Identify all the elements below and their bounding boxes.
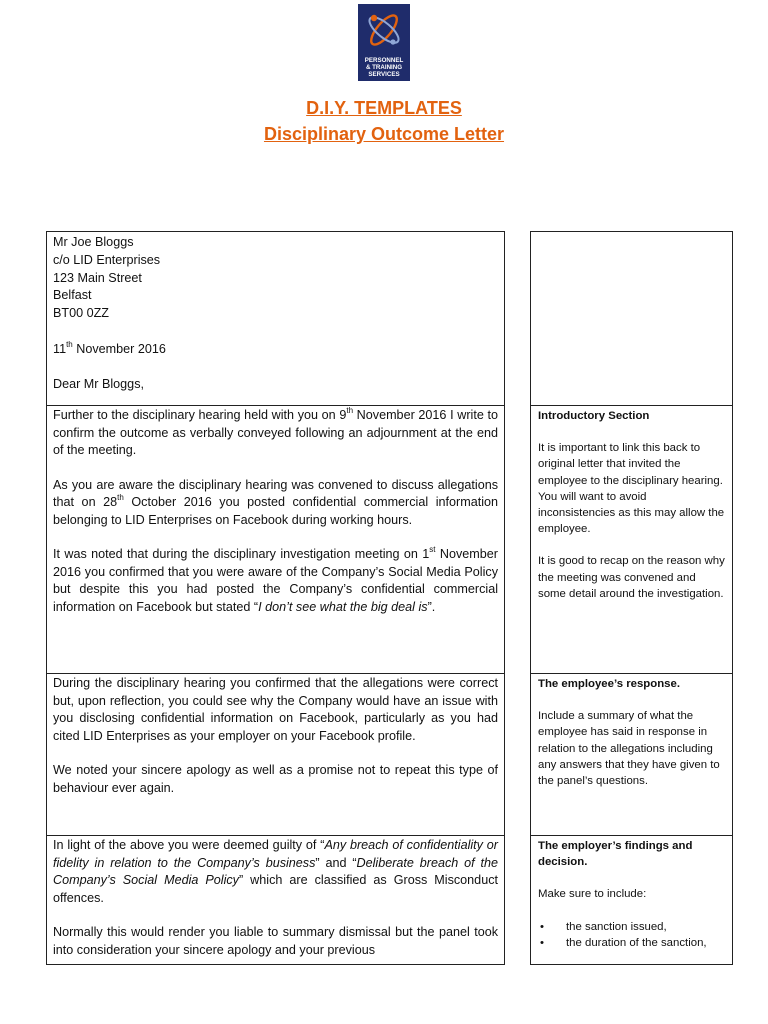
findings-paragraph-1: In light of the above you were deemed guilty of “Any breach of confidentiality or fidelity in relation to the Company’s business” and “Deliberate breach of the Company’s Social Media Policy” which are classified as Gross Misconduct offences. [53, 838, 498, 905]
intro-paragraph-3: It was noted that during the disciplinary investigation meeting on 1st November 2016 you confirmed that you were aware of the Company’s Social Media Policy but despite this you had posted the Company’s confidential commercial information on Facebook but stated “I don’t see what the big deal is”. [53, 544, 498, 614]
employee-response-section [46, 673, 505, 836]
recipient-address-line1: c/o LID Enterprises [53, 252, 161, 267]
list-item: • the sanction issued, [566, 919, 725, 935]
intro-paragraph-1: Further to the disciplinary hearing held with you on 9th November 2016 I write to confirm the outcome as verbally conveyed following an adjournment at the end of the meeting. [53, 405, 498, 457]
recipient-postcode: BT00 0ZZ [53, 306, 109, 321]
note-intro-paragraph-2: It is good to recap on the reason why the meeting was convened and some detail around the investigation. [538, 555, 725, 600]
note-findings-heading: The employer’s findings and decision. [538, 840, 693, 869]
salutation: Dear Mr Bloggs, [53, 377, 144, 392]
note-employee-response [530, 673, 733, 836]
company-logo [358, 4, 410, 81]
recipient-city: Belfast [53, 288, 92, 303]
response-paragraph-1: During the disciplinary hearing you confirmed that the allegations were correct but, upon reflection, you could see why the Company would have an issue with you disclosing confidential information on Facebook, particularly as you had cited LID Enterprises as your employer on your Facebook profile. [53, 676, 498, 743]
note-introductory [530, 405, 733, 674]
letter-date: 11th November 2016 [53, 339, 166, 356]
page-title: D.I.Y. TEMPLATES [306, 98, 462, 118]
note-findings [530, 835, 733, 965]
atom-logo-icon [358, 4, 410, 56]
response-paragraph-2: We noted your sincere apology as well as a promise not to repeat this type of behaviour ever again. [53, 763, 498, 795]
logo-text-line3: SERVICES [368, 71, 400, 78]
note-intro-heading: Introductory Section [538, 410, 650, 422]
notes-empty-cell [530, 231, 733, 406]
findings-section [46, 835, 505, 965]
page-subtitle: Disciplinary Outcome Letter [263, 124, 505, 144]
note-findings-paragraph: Make sure to include: [538, 888, 647, 901]
recipient-address-line2: 123 Main Street [53, 270, 142, 285]
letter-introduction-section [46, 405, 505, 674]
note-response-heading: The employee’s response. [538, 678, 681, 690]
note-response-paragraph: Include a summary of what the employee has said in response in relation to the allegations including any answers that they have given to the panel’s questions. [538, 710, 720, 788]
note-intro-paragraph-1: It is important to link this back to original letter that invited the employee to the disciplinary hearing. You will want to avoid inconsistencies as this may allow the employee. [538, 442, 725, 536]
logo-text-line2: & TRAINING [365, 64, 403, 71]
note-findings-list [538, 919, 725, 951]
list-item: • the duration of the sanction, [566, 935, 725, 951]
address-block [46, 231, 505, 406]
recipient-name: Mr Joe Bloggs [53, 235, 134, 249]
intro-paragraph-2: As you are aware the disciplinary hearing was convened to discuss allegations that on 28th October 2016 you posted confidential commercial information belonging to LID Enterprises on Facebook during working hours. [53, 477, 499, 527]
findings-paragraph-2: Normally this would render you liable to summary dismissal but the panel took into consideration your sincere apology and your previous [53, 925, 498, 957]
logo-text-line1: PERSONNEL [364, 57, 404, 64]
